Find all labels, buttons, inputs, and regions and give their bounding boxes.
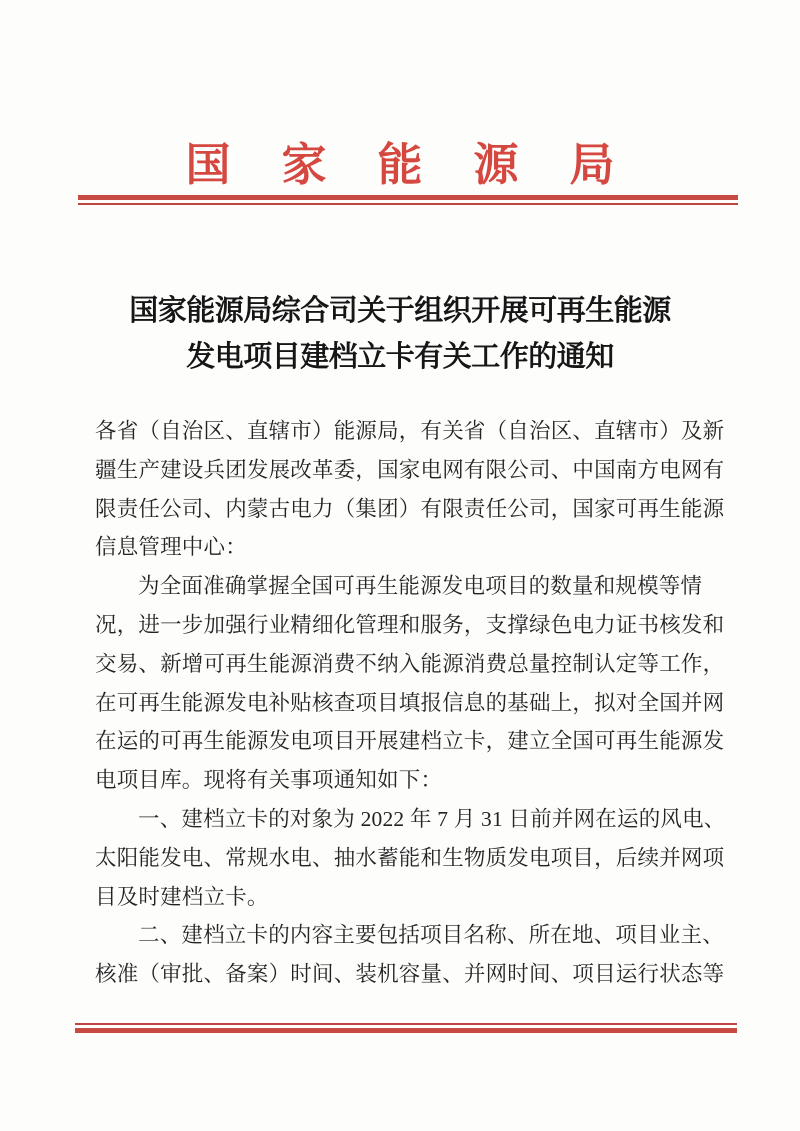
document-title-line-1: 国家能源局综合司关于组织开展可再生能源 [129, 295, 671, 327]
agency-masthead-title: 国家能源局 [185, 140, 666, 190]
body-line: 一、建档立卡的对象为 2022 年 7 月 31 日前并网在运的风电、 [138, 806, 726, 831]
document-title [0, 288, 800, 380]
footer-double-rule [75, 1023, 737, 1033]
body-line: 太阳能发电、常规水电、抽水蓄能和生物质发电项目，后续并网项 [95, 845, 725, 870]
body-line: 在可再生能源发电补贴核查项目填报信息的基础上，拟对全国并网 [95, 690, 725, 715]
body-line: 在运的可再生能源发电项目开展建档立卡，建立全国可再生能源发 [95, 729, 725, 754]
body-line: 电项目库。现将有关事项通知如下： [95, 768, 443, 793]
body-line: 限责任公司、内蒙古电力（集团）有限责任公司，国家可再生能源 [95, 496, 725, 521]
document-body [95, 412, 726, 994]
body-line: 信息管理中心： [95, 535, 247, 560]
header-rule-thin-line [78, 203, 738, 205]
body-line: 各省（自治区、直辖市）能源局，有关省（自治区、直辖市）及新 [95, 419, 725, 443]
body-line: 目及时建档立卡。 [95, 884, 269, 909]
body-line: 二、建档立卡的内容主要包括项目名称、所在地、项目业主、 [138, 923, 724, 948]
body-line: 交易、新增可再生能源消费不纳入能源消费总量控制认定等工作， [95, 651, 725, 676]
footer-rule-thick-line [75, 1028, 737, 1033]
body-line: 为全面准确掌握全国可再生能源发电项目的数量和规模等情 [138, 574, 703, 599]
header-double-rule [78, 195, 738, 205]
document-title-line-2: 发电项目建档立卡有关工作的通知 [186, 341, 614, 373]
body-line: 核准（审批、备案）时间、装机容量、并网时间、项目运行状态等 [95, 962, 725, 987]
body-line: 况，进一步加强行业精细化管理和服务，支撑绿色电力证书核发和 [95, 612, 725, 637]
body-line: 疆生产建设兵团发展改革委，国家电网有限公司、中国南方电网有 [95, 457, 725, 482]
